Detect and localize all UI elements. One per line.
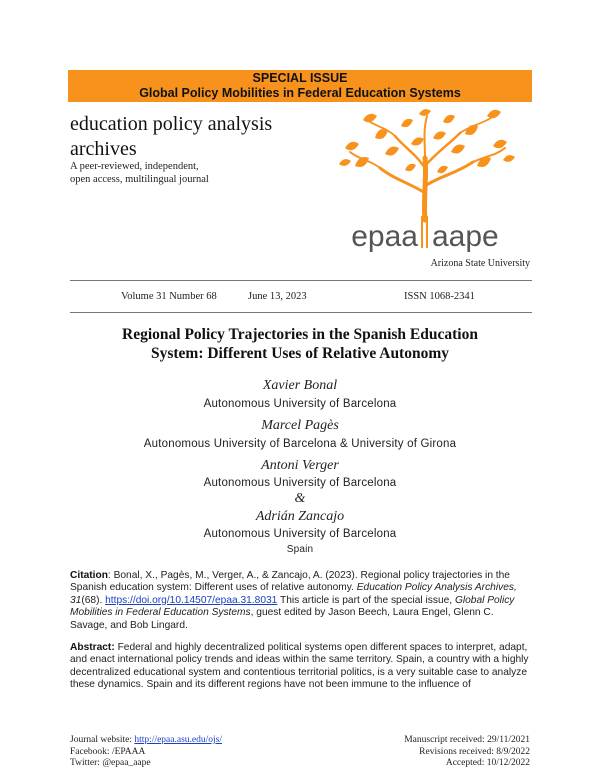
- doi-link[interactable]: https://doi.org/10.14507/epaa.31.8031: [105, 594, 278, 606]
- journal-website: Journal website: http://epaa.asu.edu/ojs/: [70, 735, 222, 745]
- author-affiliation: Autonomous University of Barcelona: [203, 528, 397, 540]
- author-name: Marcel Pagès: [261, 418, 339, 433]
- author-name: Adrián Zancajo: [255, 509, 345, 524]
- journal-subtitle-line1: A peer-reviewed, independent,: [70, 161, 199, 172]
- banner-issue-title: Global Policy Mobilities in Federal Education Systems: [139, 86, 461, 100]
- ampersand: &: [294, 491, 306, 506]
- facebook-handle: Facebook: /EPAAA: [70, 746, 146, 757]
- author-affiliation: Autonomous University of Barcelona: [203, 477, 397, 489]
- logo-text-aape: aape: [432, 220, 499, 253]
- footer-right: [404, 735, 530, 770]
- accepted-date: Accepted: 10/12/2022: [445, 758, 530, 768]
- issn: ISSN 1068-2341: [404, 291, 475, 302]
- abstract-label: Abstract:: [70, 642, 115, 653]
- publisher: Arizona State University: [430, 258, 530, 269]
- special-issue-banner: [68, 70, 532, 102]
- journal-title-line1: education policy analysis: [70, 113, 273, 135]
- author-affiliation: Autonomous University of Barcelona: [203, 398, 397, 410]
- article-title-line2: System: Different Uses of Relative Autonomy: [150, 345, 450, 362]
- epaa-tree-logo: [315, 108, 535, 258]
- article-title-line1: Regional Policy Trajectories in the Spanish Education: [122, 326, 478, 343]
- banner-label: SPECIAL ISSUE: [252, 71, 348, 85]
- country: Spain: [286, 544, 314, 555]
- author-name: Antoni Verger: [261, 458, 339, 473]
- article-title: [80, 325, 520, 363]
- journal-title: [70, 112, 330, 162]
- volume-number: Volume 31 Number 68: [121, 291, 217, 302]
- author-affiliation: Autonomous University of Barcelona & University of Girona: [143, 438, 457, 450]
- issue-date: June 13, 2023: [248, 291, 307, 302]
- journal-subtitle-line2: open access, multilingual journal: [70, 174, 209, 185]
- website-link[interactable]: http://epaa.asu.edu/ojs/: [134, 735, 222, 745]
- journal-title-line2: archives: [70, 138, 137, 160]
- abstract: Abstract: Federal and highly decentralized political systems open different spaces to interpret, adapt, and enact international policy trends and ideas within the same territory. Spain, a country with a highly decentralized educational system and contentious territorial politics, is a very suitable case to analyze these dynamics. Spain and its different regions have not been immune to the influence of: [70, 642, 529, 691]
- twitter-handle: Twitter: @epaa_aape: [70, 758, 151, 768]
- top-divider: [70, 280, 532, 281]
- citation: Citation: Bonal, X., Pagès, M., Verger, A., & Zancajo, A. (2023). Regional policy trajectories in the Spanish education system: Different uses of relative autonomy. Education Policy Analysis Archives, 31(68). https://doi.org/10.14507/epaa.31.8031 This article is part of the special issue, Global Policy Mobilities in Federal Education Systems, guest edited by Jason Beech, Laura Engel, Glenn C. Savage, and Bob Lingard.: [70, 570, 517, 631]
- logo-text-epaa: epaa: [351, 220, 418, 253]
- bottom-divider: [70, 312, 532, 313]
- footer-left: [70, 735, 222, 770]
- manuscript-received: Manuscript received: 29/11/2021: [404, 735, 530, 745]
- citation-label: Citation: [70, 570, 108, 581]
- tree-icon: [350, 116, 505, 220]
- journal-subtitle: [70, 160, 240, 186]
- revisions-received: Revisions received: 8/9/2022: [419, 746, 530, 757]
- author-name: Xavier Bonal: [262, 378, 338, 393]
